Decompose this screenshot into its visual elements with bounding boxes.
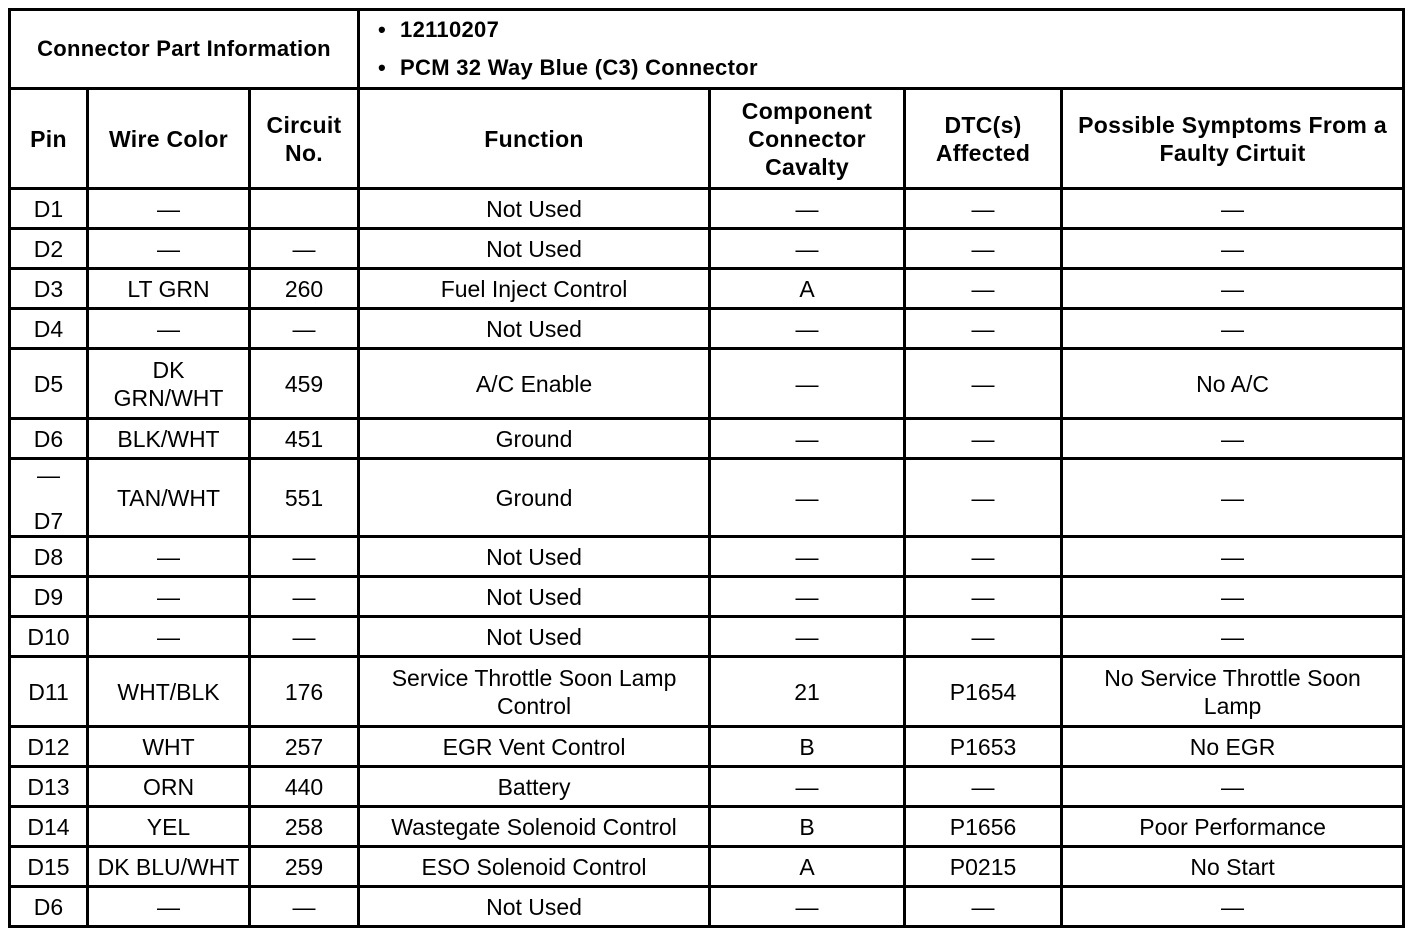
- circuit-cell: —: [250, 887, 359, 927]
- circuit-cell: 459: [250, 349, 359, 419]
- cavity-cell: —: [710, 229, 905, 269]
- circuit-cell: 551: [250, 459, 359, 537]
- dtc-cell: —: [905, 767, 1062, 807]
- pin-cell: D2: [10, 229, 88, 269]
- symptoms-cell: —: [1062, 887, 1404, 927]
- pin-prefix-dash: —: [37, 461, 60, 488]
- symptoms-cell: No Service Throttle Soon Lamp: [1062, 657, 1404, 727]
- cavity-cell: —: [710, 577, 905, 617]
- pin-cell: D5: [10, 349, 88, 419]
- dtc-cell: P1653: [905, 727, 1062, 767]
- function-cell: Not Used: [359, 577, 710, 617]
- table-row: [10, 349, 1404, 419]
- cavity-cell: A: [710, 269, 905, 309]
- wire-color-cell: DK GRN/WHT: [88, 349, 250, 419]
- header-connector-cavity: Component Connector Cavalty: [710, 89, 905, 189]
- dtc-cell: —: [905, 887, 1062, 927]
- connector-info-row: [10, 10, 1404, 89]
- cavity-cell: —: [710, 767, 905, 807]
- function-cell: Wastegate Solenoid Control: [359, 807, 710, 847]
- pin-cell: D9: [10, 577, 88, 617]
- circuit-cell: —: [250, 577, 359, 617]
- function-cell: EGR Vent Control: [359, 727, 710, 767]
- circuit-cell: 451: [250, 419, 359, 459]
- header-function: Function: [359, 89, 710, 189]
- table-row: [10, 537, 1404, 577]
- symptoms-cell: No A/C: [1062, 349, 1404, 419]
- table-row: [10, 657, 1404, 727]
- symptoms-cell: —: [1062, 309, 1404, 349]
- dtc-cell: —: [905, 577, 1062, 617]
- connector-description: • PCM 32 Way Blue (C3) Connector: [400, 49, 1398, 87]
- pin-cell: D1: [10, 189, 88, 229]
- connector-part-number: • 12110207: [400, 11, 1398, 49]
- circuit-cell: —: [250, 617, 359, 657]
- circuit-cell: 259: [250, 847, 359, 887]
- circuit-cell: 440: [250, 767, 359, 807]
- dtc-cell: P1656: [905, 807, 1062, 847]
- function-cell: Not Used: [359, 537, 710, 577]
- symptoms-cell: —: [1062, 767, 1404, 807]
- cavity-cell: —: [710, 887, 905, 927]
- pin-cell: D6: [10, 419, 88, 459]
- header-possible-symptoms: Possible Symptoms From a Faulty Cirtuit: [1062, 89, 1404, 189]
- table-row: [10, 419, 1404, 459]
- connector-info-label: Connector Part Information: [10, 10, 359, 89]
- symptoms-cell: Poor Performance: [1062, 807, 1404, 847]
- column-header-row: [10, 89, 1404, 189]
- dtc-cell: —: [905, 349, 1062, 419]
- function-cell: Ground: [359, 419, 710, 459]
- cavity-cell: —: [710, 537, 905, 577]
- pin-cell: D11: [10, 657, 88, 727]
- pin-stack: [15, 463, 82, 533]
- function-cell: Not Used: [359, 229, 710, 269]
- function-cell: Not Used: [359, 189, 710, 229]
- table-row: [10, 459, 1404, 537]
- cavity-cell: A: [710, 847, 905, 887]
- pin-cell: D12: [10, 727, 88, 767]
- function-cell: Battery: [359, 767, 710, 807]
- function-cell: Fuel Inject Control: [359, 269, 710, 309]
- dtc-cell: —: [905, 537, 1062, 577]
- table-row: [10, 807, 1404, 847]
- pin-cell: D15: [10, 847, 88, 887]
- wire-color-cell: TAN/WHT: [88, 459, 250, 537]
- pin-cell: D4: [10, 309, 88, 349]
- table-row: [10, 847, 1404, 887]
- symptoms-cell: —: [1062, 577, 1404, 617]
- cavity-cell: —: [710, 459, 905, 537]
- dtc-cell: —: [905, 229, 1062, 269]
- circuit-cell: 257: [250, 727, 359, 767]
- table-row: [10, 189, 1404, 229]
- symptoms-cell: —: [1062, 617, 1404, 657]
- table-row: [10, 617, 1404, 657]
- wire-color-cell: —: [88, 229, 250, 269]
- dtc-cell: —: [905, 309, 1062, 349]
- function-cell: Service Throttle Soon Lamp Control: [359, 657, 710, 727]
- function-cell: A/C Enable: [359, 349, 710, 419]
- table-row: [10, 309, 1404, 349]
- circuit-cell: 176: [250, 657, 359, 727]
- symptoms-cell: —: [1062, 229, 1404, 269]
- header-pin: Pin: [10, 89, 88, 189]
- dtc-cell: P1654: [905, 657, 1062, 727]
- pin-cell: D10: [10, 617, 88, 657]
- pinout-rows: [10, 189, 1404, 927]
- wire-color-cell: ORN: [88, 767, 250, 807]
- pin-cell: [10, 459, 88, 537]
- table-row: [10, 577, 1404, 617]
- wire-color-cell: —: [88, 309, 250, 349]
- dtc-cell: —: [905, 269, 1062, 309]
- symptoms-cell: —: [1062, 459, 1404, 537]
- cavity-cell: —: [710, 617, 905, 657]
- circuit-cell: —: [250, 537, 359, 577]
- pin-label: D7: [33, 507, 64, 534]
- dtc-cell: —: [905, 459, 1062, 537]
- wire-color-cell: BLK/WHT: [88, 419, 250, 459]
- function-cell: Ground: [359, 459, 710, 537]
- cavity-cell: B: [710, 727, 905, 767]
- symptoms-cell: —: [1062, 419, 1404, 459]
- function-cell: Not Used: [359, 887, 710, 927]
- pin-cell: D14: [10, 807, 88, 847]
- dtc-cell: —: [905, 419, 1062, 459]
- pin-cell: D13: [10, 767, 88, 807]
- wire-color-cell: —: [88, 189, 250, 229]
- connector-info-list: [400, 11, 1398, 87]
- circuit-cell: 258: [250, 807, 359, 847]
- symptoms-cell: No Start: [1062, 847, 1404, 887]
- pin-cell: D8: [10, 537, 88, 577]
- table-row: [10, 229, 1404, 269]
- cavity-cell: —: [710, 309, 905, 349]
- circuit-cell: [250, 189, 359, 229]
- function-cell: Not Used: [359, 617, 710, 657]
- symptoms-cell: —: [1062, 269, 1404, 309]
- table-row: [10, 887, 1404, 927]
- cavity-cell: B: [710, 807, 905, 847]
- cavity-cell: —: [710, 419, 905, 459]
- dtc-cell: —: [905, 189, 1062, 229]
- wire-color-cell: —: [88, 887, 250, 927]
- wire-color-cell: —: [88, 537, 250, 577]
- symptoms-cell: —: [1062, 537, 1404, 577]
- wire-color-cell: WHT: [88, 727, 250, 767]
- circuit-cell: —: [250, 229, 359, 269]
- cavity-cell: —: [710, 189, 905, 229]
- header-circuit-no: Circuit No.: [250, 89, 359, 189]
- circuit-cell: 260: [250, 269, 359, 309]
- wire-color-cell: YEL: [88, 807, 250, 847]
- header-wire-color: Wire Color: [88, 89, 250, 189]
- function-cell: Not Used: [359, 309, 710, 349]
- pin-cell: D3: [10, 269, 88, 309]
- table-row: [10, 767, 1404, 807]
- dtc-cell: P0215: [905, 847, 1062, 887]
- symptoms-cell: No EGR: [1062, 727, 1404, 767]
- function-cell: ESO Solenoid Control: [359, 847, 710, 887]
- dtc-cell: —: [905, 617, 1062, 657]
- header-dtc-affected: DTC(s) Affected: [905, 89, 1062, 189]
- wire-color-cell: WHT/BLK: [88, 657, 250, 727]
- connector-pinout-table: [8, 8, 1405, 928]
- connector-info-values: [359, 10, 1404, 89]
- wire-color-cell: —: [88, 577, 250, 617]
- pin-cell: D6: [10, 887, 88, 927]
- table-row: [10, 727, 1404, 767]
- table-row: [10, 269, 1404, 309]
- wire-color-cell: —: [88, 617, 250, 657]
- circuit-cell: —: [250, 309, 359, 349]
- cavity-cell: 21: [710, 657, 905, 727]
- wire-color-cell: DK BLU/WHT: [88, 847, 250, 887]
- wire-color-cell: LT GRN: [88, 269, 250, 309]
- cavity-cell: —: [710, 349, 905, 419]
- symptoms-cell: —: [1062, 189, 1404, 229]
